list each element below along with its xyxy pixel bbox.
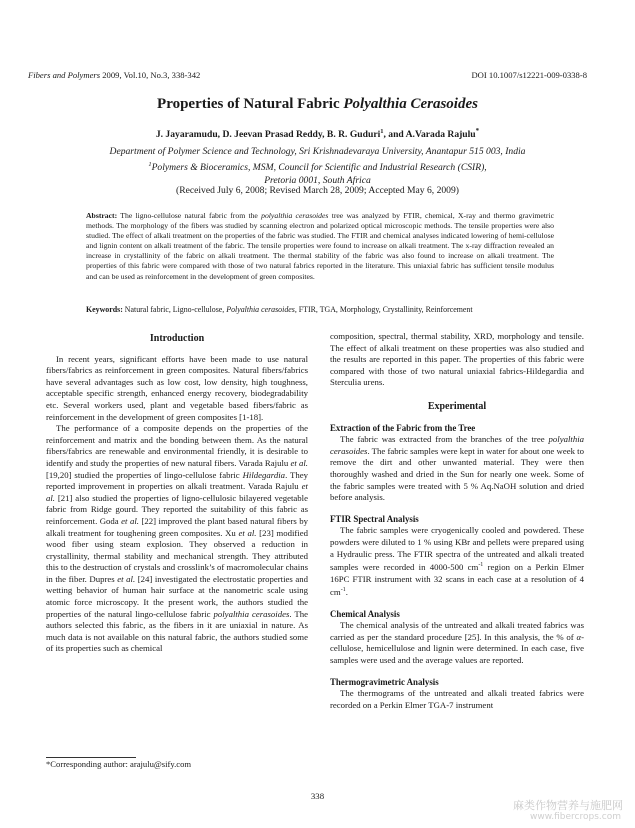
last-author: , and A.Varada Rajulu (383, 129, 476, 141)
abstract (86, 211, 554, 282)
p2-species: polyalthia cerasoides (213, 608, 290, 619)
extraction-paragraph (330, 434, 584, 504)
chemical-paragraph (330, 620, 584, 666)
corresponding-mark: * (475, 127, 480, 135)
keywords-text-cont: , FTIR, TGA, Morphology, Crystallinity, Reinforcement (294, 305, 473, 314)
ftir-sup: -1 (340, 587, 346, 594)
chemical-text-cont: -cellulose, hemicellulose and lignin were determined. In each case, five samples were used and the average values are reported. (330, 631, 584, 666)
intro-paragraph-1: In recent years, significant efforts have been made to use natural fibers/fabrics as reinforcement in green composites. Natural fibers/fabrics have several advantages such as low cost, low density, high toughness, acceptable specific strength, enhanced energy recovery, biodegradability etc. Several workers used, plant and vegetable based fibers/fabric as reinforcement in the development of green composites [1-18]. (46, 353, 308, 422)
p2-text: . The authors selected this fabric, as the fibers in it are uniaxial in nature. As much data is not available on this natural fabric, the authors studied some of its properties such as chemical (46, 608, 308, 654)
keywords-text: Natural fabric, Ligno-cellulose, (122, 305, 227, 314)
journal-volume: 2009, Vol.10, No.3, 338-342 (102, 70, 201, 80)
affiliation-mark: 1 (380, 128, 384, 135)
abstract-label: Abstract: (86, 211, 118, 220)
p2-etal: et al. (46, 481, 308, 503)
p2-text: [19,20] studied the properties of lingo-cellulose fabric (46, 469, 243, 480)
extraction-text: The fabric was extracted from the branches of the tree (340, 434, 549, 445)
p2-text: The performance of a composite depends on the properties of the reinforcement and matrix and the bonding between them. As the natural fibers/fabrics are renewable and environmental friendly, it is desirable to identify and study the properties of new natural fibers. Varada Rajulu (46, 423, 308, 468)
title-species: Polyalthia Cerasoides (343, 96, 478, 112)
ftir-heading: FTIR Spectral Analysis (330, 513, 419, 524)
footnote-rule (46, 757, 136, 758)
title-text: Properties of Natural Fabric (157, 96, 344, 112)
p2-text: . They reported improvement in properties on alkali treatment. Varada Rajulu (46, 469, 308, 492)
watermark-text: 麻类作物营养与施肥网 (513, 799, 623, 812)
p2-text: [24] investigated the electrostatic properties and wetting behavior of human hair surface at the nanometric scale using atomic force microscopy. It the present work, the authors studied the properties of the natural lingo-cellulose fabric (46, 573, 309, 619)
affiliation-3: Pretoria 0001, South Africa (264, 175, 371, 187)
extraction-heading: Extraction of the Fabric from the Tree (330, 422, 476, 433)
p2-etal: et al. (117, 573, 136, 584)
affiliations (0, 145, 635, 187)
abstract-text-cont: tree was analyzed by FTIR, chemical, X-ray and thermo gravimetric methods. The morphology of the fibers was studied by scanning electron and polarized optical microscopic methods. The tensile properties were also studied. The effect of alkali treatment on the properties of the fabric was studied. The FTIR and chemical analyses indicated lowering of hemi-cellulose and lignin content on alkali treatment of the fabric. The tensile properties were found to increase on alkali treatment. The x-ray diffraction revealed an increase in crystallinity of the fabric on alkali treatment. The thermal stability of the fabric was also found to increase on alkali treatment. The properties of this fabric were compared with those of two natural fabrics reported in the literature. This uniaxial fabric has sufficient tensile modulus and can be used as reinforcement in the development of green composites. (86, 211, 554, 281)
experimental-heading: Experimental (427, 400, 487, 412)
journal-citation (28, 70, 200, 80)
author-list (0, 127, 635, 140)
p2-etal: et al. (121, 515, 139, 526)
affiliation-2-mark: 1 (148, 161, 152, 168)
received-dates: (Received July 6, 2008; Revised March 28, 2009; Accepted May 6, 2009) (176, 185, 459, 196)
ftir-sup: -1 (478, 562, 484, 569)
left-column (46, 333, 308, 655)
p2-text: [21] also studied the properties of ligno-cellulosic bilayered vegetable fabric from Ridge gourd. They reported the suitability of this fabric as reinforcement. Goda (46, 492, 308, 526)
paper-title (0, 96, 635, 113)
affiliation-1: Department of Polymer Science and Technology, Sri Krishnadevaraya University, Anantapur 515 003, India (109, 146, 526, 157)
keywords (86, 305, 554, 315)
affiliation-2-text: Polymers & Bioceramics, MSM, Council for Scientific and Industrial Research (CSIR), (151, 162, 487, 174)
keywords-label: Keywords: (86, 305, 123, 314)
ftir-text-cont: region on a Perkin Elmer 16PC FTIR instrument with 32 scans in each case at a resolution of 4 cm (330, 562, 585, 598)
abstract-species: polyalthia cerasoides (261, 211, 329, 220)
intro-paragraph-2 (46, 423, 308, 655)
author-names: J. Jayaramudu, D. Jeevan Prasad Reddy, B. R. Guduri (155, 129, 381, 141)
ftir-paragraph (330, 525, 584, 598)
introduction-heading: Introduction (149, 333, 205, 344)
page-number: 338 (310, 791, 325, 801)
ftir-text: The fabric samples were cryogenically cooled and powdered. These powders were diluted to 1 % using KBr and pellets were prepared using a Hydraulic press. The FTIR spectra of the untreated and alkali treated samples were recorded in 4000-500 cm (330, 525, 584, 572)
affiliation-2 (0, 158, 635, 174)
ftir-text-end: . (345, 587, 348, 598)
chemical-text: The chemical analysis of the untreated and alkali treated fabrics was carried as per the standard procedure [25]. In this analysis, the % of (330, 620, 584, 642)
watermark-url: www.fibercrops.com (530, 812, 621, 822)
chemical-heading: Chemical Analysis (330, 608, 400, 619)
doi: DOI 10.1007/s12221-009-0338-8 (471, 70, 587, 80)
extraction-species: polyalthia cerasoides (330, 434, 584, 456)
p2-etal: et al. (238, 527, 257, 538)
p2-text: [23] modified wood fiber using steam explosion. They observed a reduction in crystallinity, thermal stability and mechanical strength. They attributed this to the destruction of crystals and crosslink’s of macromolecular chains in the fiber. Dupres (46, 527, 309, 584)
p2-text: [22] improved the plant based natural fibers by alkali treatment for toughening green composites. Xu (46, 515, 308, 538)
right-column (330, 331, 584, 711)
continued-paragraph: composition, spectral, thermal stability, XRD, morphology and tensile. The effect of alkali treatment on these properties was also studied and the results are reported in this paper. The properties of this fabric were compared with those of two natural uniaxial fabrics-Hildegardia and Sterculia urens. (330, 331, 584, 388)
keywords-species: Polyalthia cerasoides (226, 305, 295, 314)
corresponding-footnote: *Corresponding author: arajulu@sify.com (46, 759, 192, 769)
alpha-symbol: α (576, 631, 582, 642)
thermo-paragraph: The thermograms of the untreated and alkali treated fabrics were recorded on a Perkin Elmer TGA-7 instrument (330, 688, 584, 710)
abstract-text: The ligno-cellulose natural fabric from the (117, 211, 262, 220)
journal-name: Fibers and Polymers (28, 70, 101, 80)
p2-etal: et al. (290, 457, 308, 468)
p2-hildegardia: Hildegardia (242, 469, 286, 480)
extraction-text-cont: . The fabric samples were kept in water for about one week to remove the dirt and other unwanted material. They were then thoroughly washed and dried in the Sun for nearly one week. Some of the fabric samples were treated with 5 % Aq.NaOH solution and dried before analysis. (330, 445, 584, 503)
thermo-heading: Thermogravimetric Analysis (330, 676, 439, 687)
